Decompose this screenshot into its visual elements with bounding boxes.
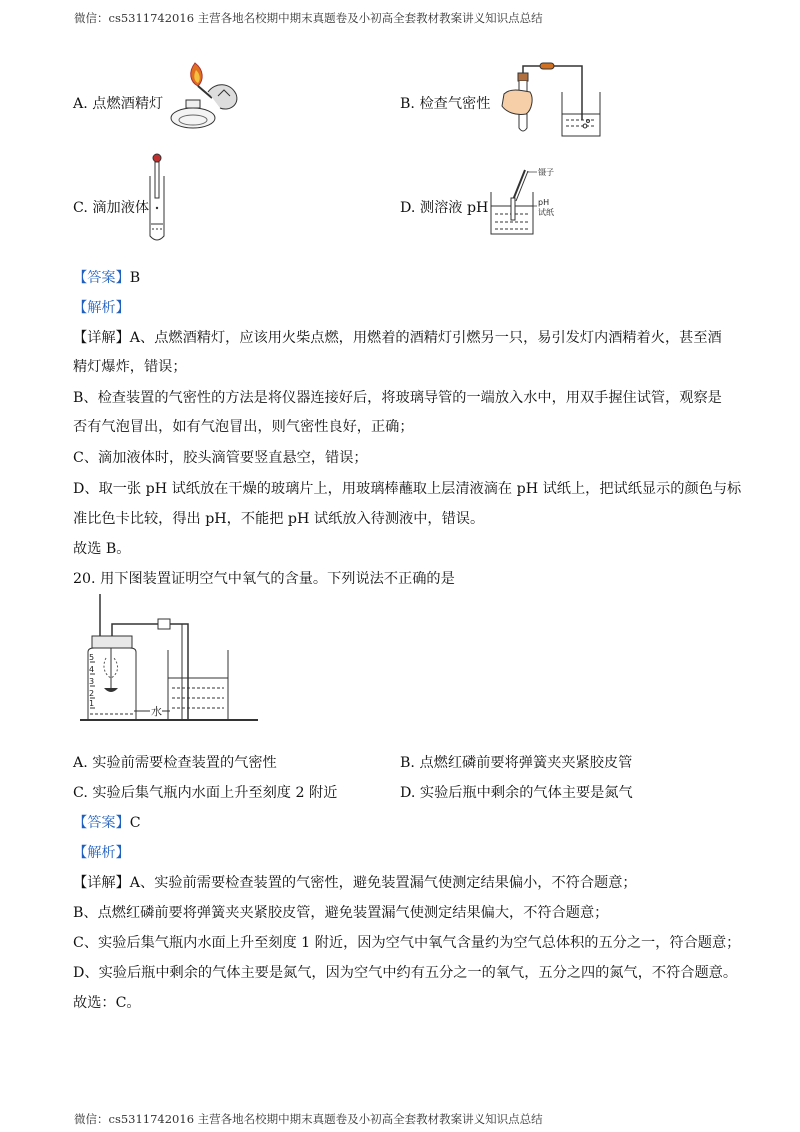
scale-mark-1: 1 — [89, 699, 95, 708]
q20-option-b: B. 点燃红磷前要将弹簧夹夹紧胶皮管 — [400, 755, 633, 771]
water-label: 水 — [151, 705, 162, 718]
airtightness-check-figure — [490, 58, 605, 140]
q19-option-a: A. 点燃酒精灯 — [73, 96, 164, 112]
scale-mark-5: 5 — [89, 653, 95, 662]
q19-detail-line-1: 【详解】A、点燃酒精灯，应该用火柴点燃，用燃着的酒精灯引燃另一只，易引发灯内酒精着火，甚至酒 — [73, 330, 722, 346]
q20-analysis-tag: 【解析】 — [73, 845, 130, 861]
ph-test-figure — [485, 166, 585, 238]
q19-detail-line-3: B、检查装置的气密性的方法是将仪器连接好后，将玻璃导管的一端放入水中，用双手握住试管，观察是 — [73, 390, 722, 406]
q20-detail-line-5: 故选：C。 — [73, 995, 141, 1011]
scale-mark-2: 2 — [89, 689, 95, 698]
q20-detail-line-4: D、实验后瓶中剩余的气体主要是氮气，因为空气中约有五分之一的氧气，五分之四的氮气，不符合题意。 — [73, 965, 738, 981]
page-footer: 微信：cs5311742016 主营各地名校期中期末真题卷及小初高全套教材教案讲义知识点总结 — [74, 1112, 543, 1126]
answer-tag: 【答案】 — [73, 815, 130, 831]
q20-detail-line-3: C、实验后集气瓶内水面上升至刻度 1 附近，因为空气中氧气含量约为空气总体积的五分之一，符合题意； — [73, 935, 741, 951]
q19-option-d: D. 测溶液 pH — [400, 200, 489, 216]
page-header: 微信：cs5311742016 主营各地名校期中期末真题卷及小初高全套教材教案讲义知识点总结 — [74, 11, 543, 25]
q20-detail-line-1: 【详解】A、实验前需要检查装置的气密性，避免装置漏气使测定结果偏小，不符合题意； — [73, 875, 637, 891]
q19-detail-line-8: 故选 B。 — [73, 541, 131, 557]
detail-tag: 【详解】 — [73, 330, 130, 346]
tweezers-label: 镊子 — [538, 168, 554, 177]
q19-detail-line-7: 准比色卡比较，得出 pH，不能把 pH 试纸放入待测液中，错误。 — [73, 511, 485, 527]
q19-option-c: C. 滴加液体 — [73, 200, 150, 216]
q20-option-d: D. 实验后瓶中剩余的气体主要是氮气 — [400, 785, 633, 801]
q19-answer — [73, 271, 140, 285]
q19-option-b: B. 检查气密性 — [400, 96, 491, 112]
answer-tag: 【答案】 — [73, 270, 130, 286]
dropping-liquid-figure — [146, 152, 168, 244]
scale-mark-4: 4 — [89, 665, 95, 674]
scale-mark-3: 3 — [89, 677, 95, 686]
q19-detail-line-5: C、滴加液体时，胶头滴管要竖直悬空，错误； — [73, 450, 368, 466]
q20-option-a: A. 实验前需要检查装置的气密性 — [73, 755, 277, 771]
q20-detail-line-2: B、点燃红磷前要将弹簧夹夹紧胶皮管，避免装置漏气使测定结果偏大，不符合题意； — [73, 905, 609, 921]
detail-tag: 【详解】 — [73, 875, 130, 891]
q20-option-c: C. 实验后集气瓶内水面上升至刻度 2 附近 — [73, 785, 338, 801]
q20-answer — [73, 816, 141, 830]
q19-detail-line-4: 否有气泡冒出，如有气泡冒出，则气密性良好，正确； — [73, 419, 414, 435]
alcohol-lamp-figure — [160, 60, 250, 130]
q19-analysis-tag: 【解析】 — [73, 300, 130, 316]
answer-value: C — [129, 815, 141, 831]
answer-value: B — [129, 270, 141, 286]
oxygen-content-apparatus-figure — [78, 592, 260, 728]
q19-detail-line-6: D、取一张 pH 试纸放在干燥的玻璃片上，用玻璃棒蘸取上层清液滴在 pH 试纸上，把试纸显示的颜色与标 — [73, 481, 742, 497]
q19-detail-line-2: 精灯爆炸，错误； — [73, 359, 187, 375]
ph-paper-label-line2: 试纸 — [538, 208, 554, 217]
q20-stem: 20. 用下图装置证明空气中氧气的含量。下列说法不正确的是 — [73, 571, 455, 587]
ph-paper-label-line1: pH — [538, 198, 550, 207]
